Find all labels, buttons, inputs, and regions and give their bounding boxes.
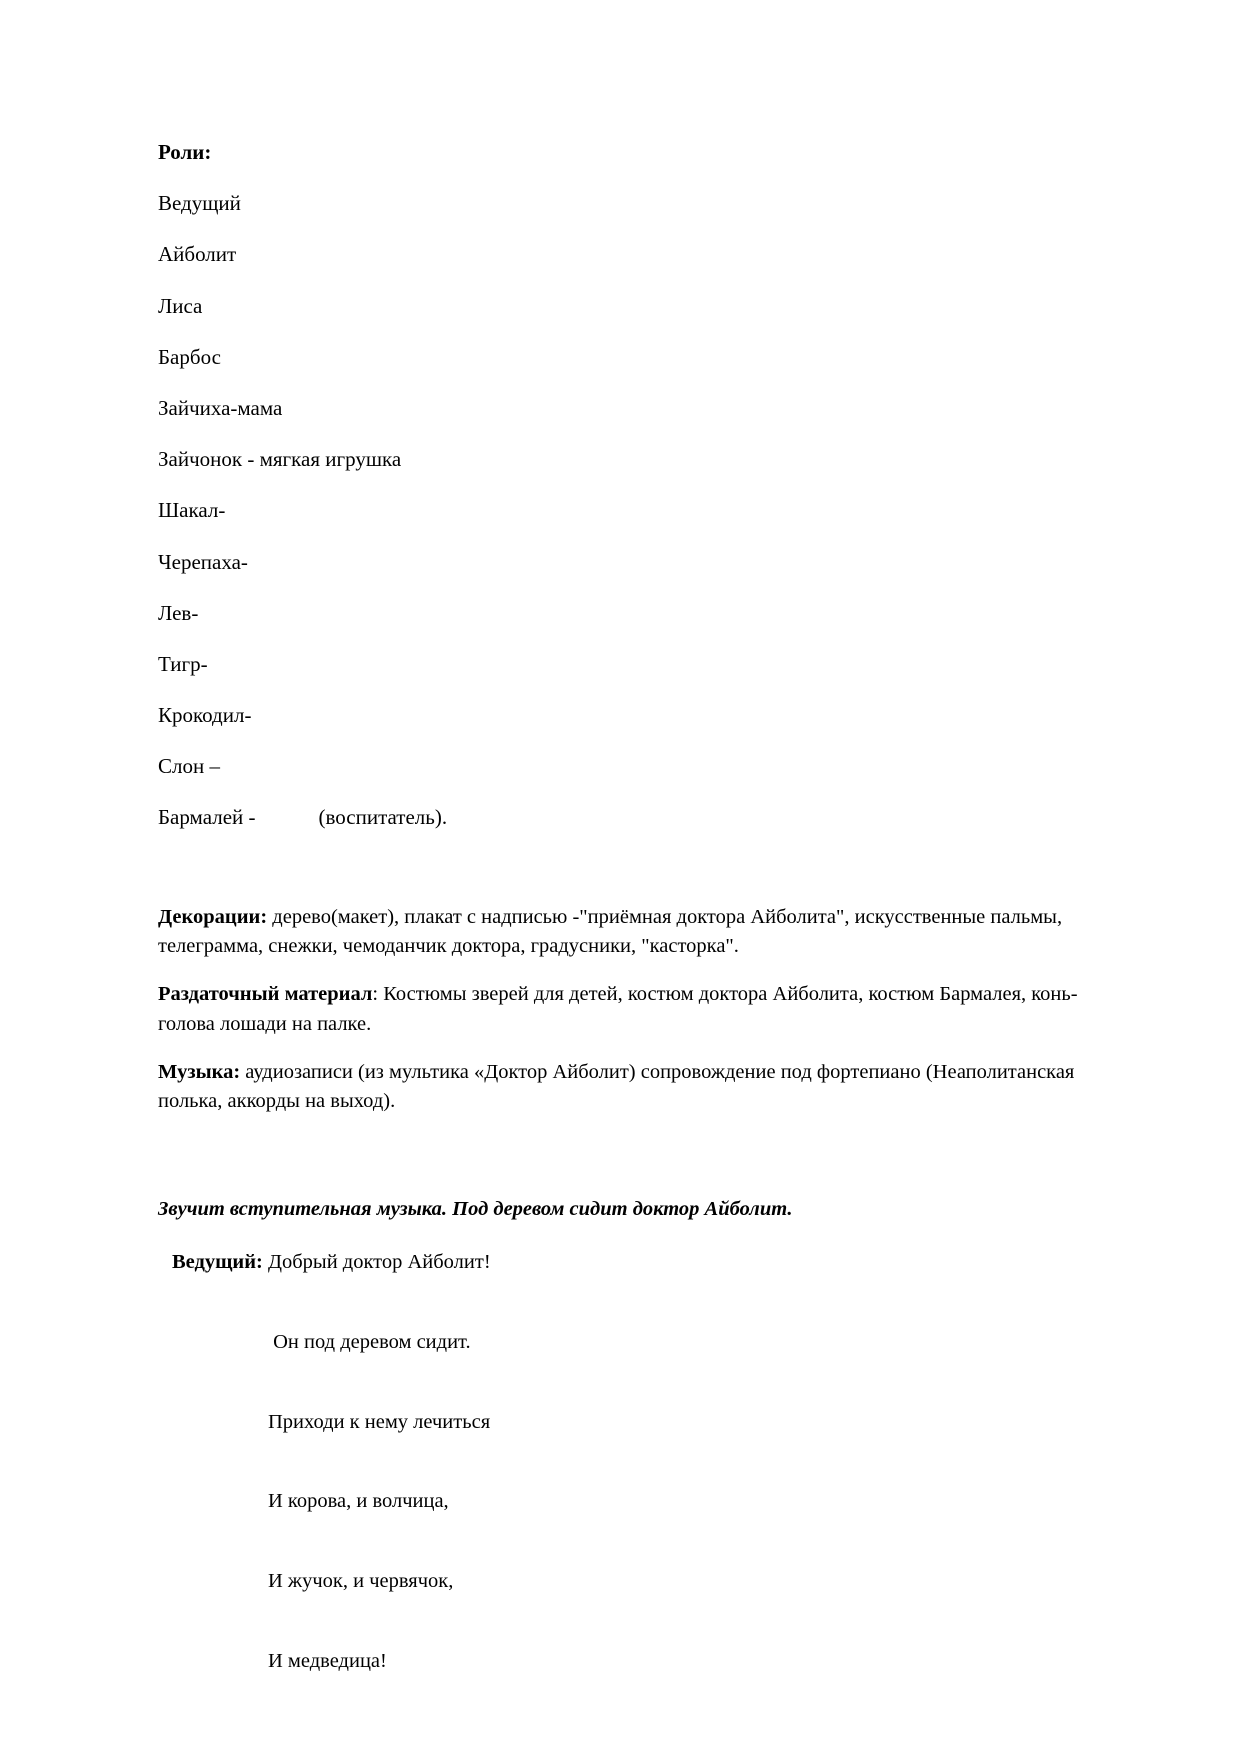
role-item: Барбос — [158, 344, 221, 369]
role-item: Айболит — [158, 242, 237, 267]
verse-block — [158, 1275, 1088, 1728]
document-body — [158, 140, 1088, 1728]
stage-spacer — [158, 1135, 1088, 1195]
speech-first-line: Добрый доктор Айболит! — [262, 1250, 491, 1273]
speech-line — [158, 1249, 1088, 1276]
verse-line: И корова, и волчица, — [268, 1490, 449, 1513]
role-item: Слон – — [158, 754, 220, 779]
role-item: Крокодил- — [158, 703, 252, 728]
music-paragraph — [158, 1058, 1088, 1117]
music-label: Музыка: — [158, 1060, 241, 1083]
roles-heading: Роли: — [158, 140, 212, 164]
verse-line: И медведица! — [268, 1650, 387, 1673]
handout-text: : Костюмы зверей для детей, костюм доктора Айболита, костюм Бармалея, конь-голова лошади на палке. — [158, 983, 1078, 1035]
role-item: Лев- — [158, 600, 199, 625]
decorations-text: дерево(макет), плакат с надписью -"приёмная доктора Айболита", искусственные пальмы, телеграмма, снежки, чемоданчик доктора, градусники, "касторка". — [158, 905, 1063, 958]
role-item: Тигр- — [158, 651, 208, 676]
decorations-label: Декорации: — [158, 905, 268, 928]
role-item: Зайчиха-мама — [158, 395, 283, 420]
role-item: Ведущий — [158, 191, 241, 216]
role-item: Бармалей - (воспитатель). — [158, 805, 448, 830]
section-spacer — [158, 857, 1088, 903]
speaker-name: Ведущий: — [172, 1250, 263, 1273]
handout-paragraph — [158, 980, 1088, 1039]
verse-line: Приходи к нему лечиться — [268, 1410, 491, 1433]
verse-line: И жучок, и червячок, — [268, 1570, 454, 1593]
role-item: Шакал- — [158, 498, 226, 523]
role-item: Зайчонок - мягкая игрушка — [158, 447, 402, 472]
verse-line: Он под деревом сидит. — [268, 1330, 471, 1353]
decorations-paragraph — [158, 903, 1088, 962]
role-item: Лиса — [158, 293, 203, 318]
role-item: Черепаха- — [158, 549, 248, 574]
handout-label: Раздаточный материал — [158, 983, 373, 1006]
stage-direction: Звучит вступительная музыка. Под деревом сидит доктор Айболит. — [158, 1197, 793, 1220]
music-text: аудиозаписи (из мультика «Доктор Айболит) сопровождение под фортепиано (Неаполитанская полька, аккорды на выход). — [158, 1060, 1075, 1113]
